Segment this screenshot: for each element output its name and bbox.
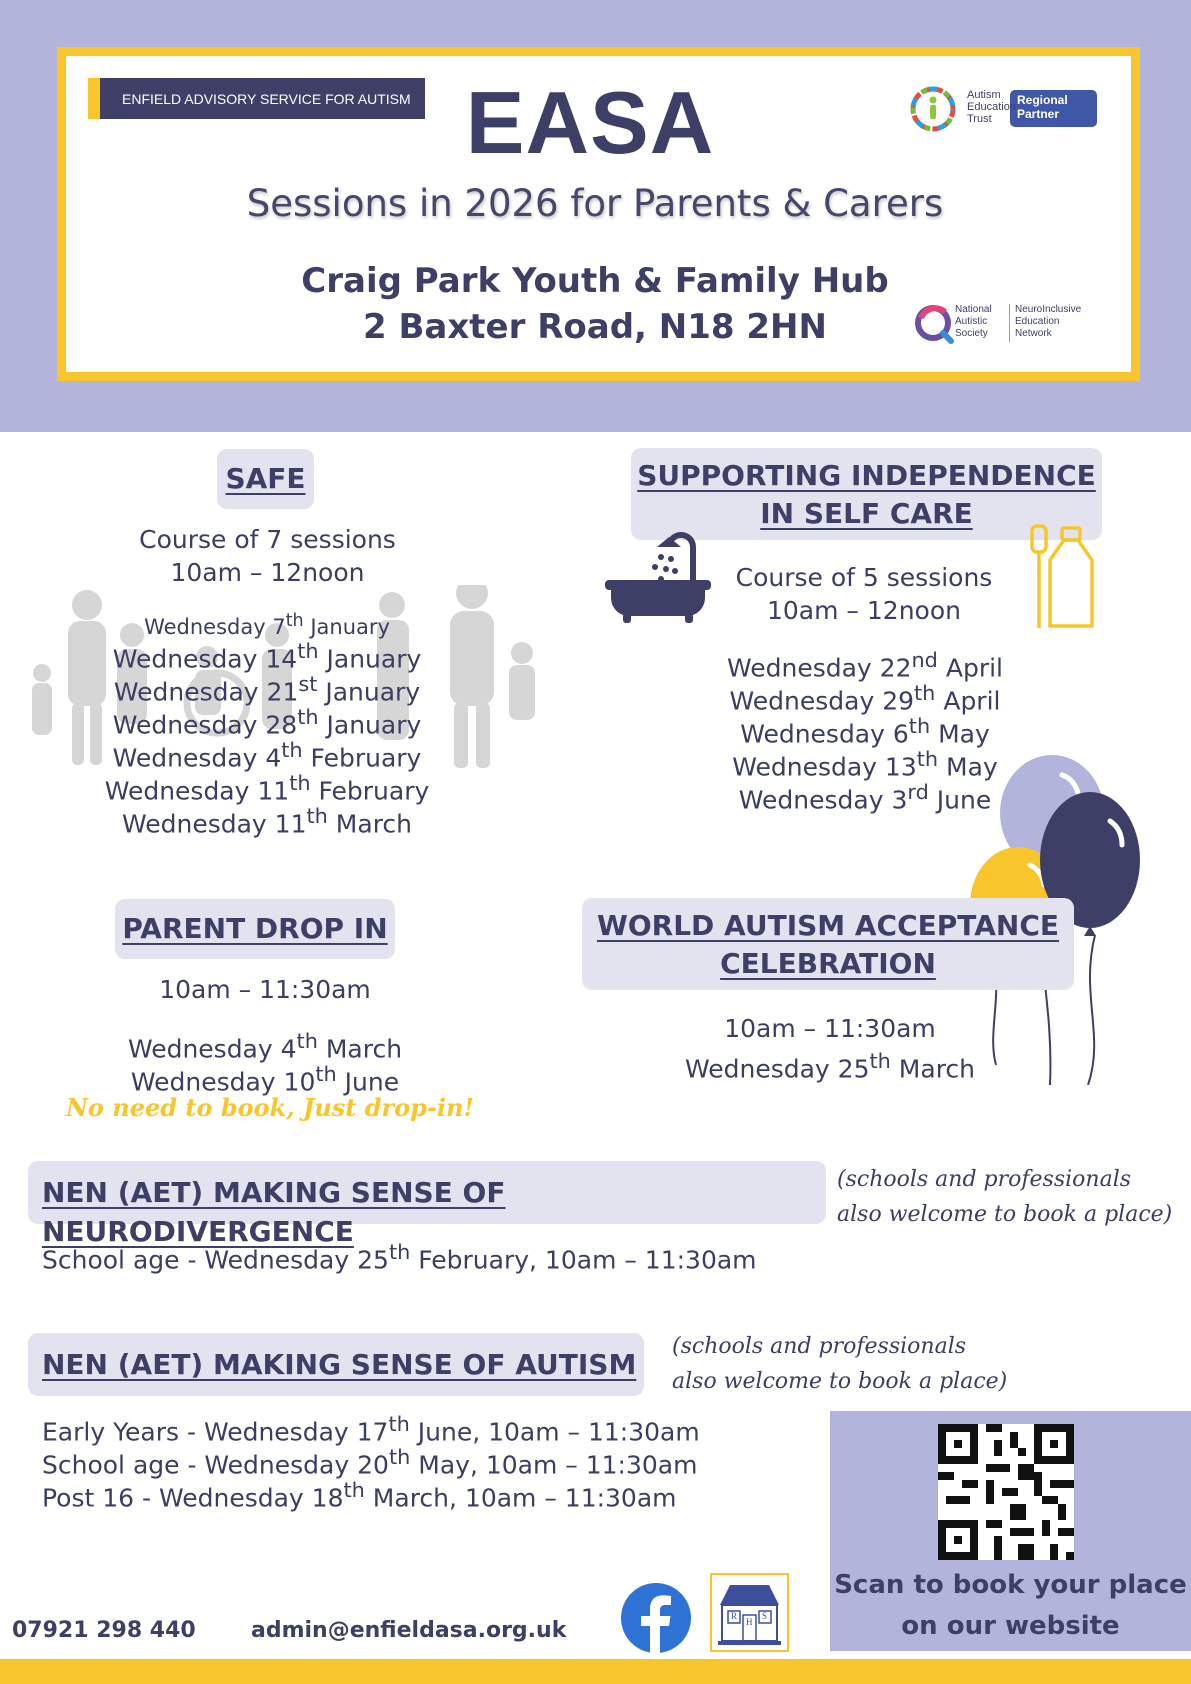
date-text: Wednesday 4 bbox=[112, 743, 282, 773]
neurodivergence-heading: NEN (AET) MAKING SENSE OF NEURODIVERGENCE bbox=[28, 1161, 826, 1224]
date-suffix: th bbox=[343, 1478, 365, 1502]
date-text: Wednesday 22 bbox=[726, 653, 912, 683]
session-text: Early Years - Wednesday 17 bbox=[42, 1417, 389, 1447]
session-detail: May, 10am – 11:30am bbox=[410, 1450, 698, 1480]
date-month: January bbox=[318, 710, 422, 740]
date-suffix: th bbox=[297, 639, 319, 663]
date-suffix: th bbox=[306, 804, 328, 828]
school-logo-letter: H bbox=[746, 1617, 753, 1627]
note-line: (schools and professionals bbox=[672, 1334, 967, 1359]
toothbrush-toothpaste-icon bbox=[1028, 522, 1098, 632]
page-title: EASA bbox=[465, 73, 715, 172]
date-text: Wednesday 4 bbox=[127, 1034, 297, 1064]
date-suffix: th bbox=[285, 611, 304, 631]
heading-line: SUPPORTING INDEPENDENCE bbox=[637, 459, 1096, 492]
date-month: January bbox=[303, 615, 390, 639]
date-text: Wednesday 11 bbox=[104, 776, 290, 806]
date-suffix: th bbox=[297, 705, 319, 729]
date-text: Wednesday 14 bbox=[112, 644, 298, 674]
nas-logo-line: Autistic bbox=[955, 316, 988, 327]
date-suffix: th bbox=[916, 747, 939, 771]
date-text: Wednesday 25 bbox=[684, 1054, 870, 1084]
badge-line: Partner bbox=[1017, 107, 1060, 121]
date-text: Wednesday 10 bbox=[130, 1067, 316, 1097]
date-suffix: th bbox=[908, 714, 931, 738]
aet-logo-text bbox=[967, 89, 1016, 125]
regional-partner-badge bbox=[1017, 93, 1068, 121]
date-text: Wednesday 6 bbox=[740, 719, 909, 749]
date-month: January bbox=[317, 677, 421, 707]
nas-logo-line: Society bbox=[955, 328, 988, 339]
session-text: Post 16 - Wednesday 18 bbox=[42, 1483, 344, 1513]
date-suffix: th bbox=[281, 738, 303, 762]
qr-caption-line: Scan to book your place bbox=[834, 1570, 1187, 1600]
school-logo-letter: R bbox=[731, 1611, 738, 1621]
session-detail: March, 10am – 11:30am bbox=[364, 1483, 677, 1513]
date-suffix: th bbox=[315, 1062, 337, 1086]
aet-logo-line: Trust bbox=[967, 113, 992, 125]
nas-logo-line: National bbox=[955, 304, 992, 315]
date-text: Wednesday 21 bbox=[113, 677, 299, 707]
note-line: also welcome to book a place) bbox=[837, 1202, 1173, 1227]
autism-session bbox=[42, 1474, 832, 1514]
org-banner-stripe bbox=[88, 78, 100, 119]
org-banner-text: ENFIELD ADVISORY SERVICE FOR AUTISM bbox=[122, 90, 411, 107]
date-month: March bbox=[317, 1034, 403, 1064]
venue-name: Craig Park Youth & Family Hub bbox=[301, 261, 889, 301]
date-text: Wednesday 29 bbox=[729, 686, 915, 716]
date-suffix: th bbox=[914, 681, 936, 705]
date-month: April bbox=[935, 686, 1001, 716]
nas-logo-text bbox=[955, 304, 992, 340]
aet-logo bbox=[910, 84, 1105, 134]
drop-in-note: No need to book, Just drop-in! bbox=[65, 1093, 475, 1122]
date-suffix: th bbox=[869, 1049, 891, 1073]
safe-time: 10am – 12noon bbox=[170, 558, 365, 587]
nen-logo-line: Education bbox=[1015, 316, 1060, 327]
date-month: February bbox=[302, 743, 422, 773]
note-line: (schools and professionals bbox=[837, 1167, 1132, 1192]
date-suffix: rd bbox=[907, 780, 929, 804]
safe-heading: SAFE bbox=[217, 449, 314, 509]
date-suffix: st bbox=[298, 672, 318, 696]
date-month: June bbox=[928, 785, 992, 815]
aet-logo-line: Education bbox=[967, 101, 1016, 113]
date-suffix: th bbox=[388, 1445, 411, 1469]
date-month: February bbox=[310, 776, 430, 806]
safe-date bbox=[62, 800, 472, 840]
school-building-icon bbox=[712, 1575, 787, 1650]
date-month: May bbox=[930, 719, 990, 749]
date-text: Wednesday 13 bbox=[732, 752, 917, 782]
safe-course: Course of 7 sessions bbox=[139, 525, 396, 554]
note-line: also welcome to book a place) bbox=[672, 1369, 1008, 1394]
bath-icon bbox=[605, 525, 711, 625]
world-autism-heading bbox=[582, 898, 1074, 990]
neurodivergence-note bbox=[837, 1162, 1189, 1232]
date-text: Wednesday 3 bbox=[738, 785, 908, 815]
date-text: Wednesday 11 bbox=[121, 809, 307, 839]
session-text: School age - Wednesday 20 bbox=[42, 1450, 389, 1480]
org-banner bbox=[88, 78, 425, 119]
date-suffix: th bbox=[388, 1240, 411, 1264]
drop-in-time: 10am – 11:30am bbox=[159, 975, 371, 1004]
autism-heading: NEN (AET) MAKING SENSE OF AUTISM bbox=[28, 1333, 644, 1396]
email-link[interactable]: admin@enfieldasa.org.uk bbox=[251, 1618, 567, 1643]
badge-line: Regional bbox=[1017, 93, 1068, 107]
date-suffix: nd bbox=[911, 648, 938, 672]
date-month: March bbox=[890, 1054, 976, 1084]
bottom-band bbox=[0, 1659, 1191, 1684]
venue-street: 2 Baxter Road, N18 2HN bbox=[363, 307, 827, 347]
date-month: June bbox=[336, 1067, 400, 1097]
logo-divider bbox=[1009, 304, 1010, 342]
nen-logo-line: NeuroInclusive bbox=[1015, 304, 1082, 315]
session-text: School age - Wednesday 25 bbox=[42, 1245, 389, 1275]
date-text: Wednesday 7 bbox=[144, 615, 286, 639]
heading-line: CELEBRATION bbox=[720, 947, 936, 980]
date-suffix: th bbox=[296, 1029, 318, 1053]
neurodivergence-session bbox=[42, 1236, 842, 1276]
qr-code[interactable] bbox=[938, 1424, 1074, 1560]
school-logo bbox=[710, 1573, 789, 1652]
heading-line: WORLD AUTISM ACCEPTANCE bbox=[596, 909, 1060, 942]
nen-logo-text bbox=[1015, 304, 1081, 340]
date-month: January bbox=[318, 644, 422, 674]
qr-caption bbox=[830, 1565, 1191, 1647]
session-detail: June, 10am – 11:30am bbox=[409, 1417, 700, 1447]
date-suffix: th bbox=[388, 1412, 410, 1436]
date-text: Wednesday 28 bbox=[112, 710, 298, 740]
qr-caption-line: on our website bbox=[901, 1611, 1120, 1641]
date-suffix: th bbox=[289, 771, 311, 795]
school-logo-letter: S bbox=[762, 1611, 768, 1621]
world-autism-time: 10am – 11:30am bbox=[724, 1014, 936, 1043]
aet-logo-line: Autism bbox=[967, 89, 1001, 101]
phone-number[interactable]: 07921 298 440 bbox=[12, 1618, 196, 1643]
date-month: March bbox=[327, 809, 413, 839]
world-autism-date bbox=[650, 1045, 1010, 1085]
page-subtitle: Sessions in 2026 for Parents & Carers bbox=[246, 182, 944, 225]
drop-in-heading: PARENT DROP IN bbox=[115, 899, 395, 959]
nas-nen-logo bbox=[913, 300, 1103, 350]
venue-address bbox=[200, 258, 990, 350]
session-detail: February, 10am – 11:30am bbox=[410, 1245, 757, 1275]
date-month: April bbox=[937, 653, 1003, 683]
nen-logo-line: Network bbox=[1015, 328, 1052, 339]
independence-time: 10am – 12noon bbox=[767, 596, 961, 625]
independence-course: Course of 5 sessions bbox=[735, 563, 993, 592]
heading-line: IN SELF CARE bbox=[760, 497, 973, 530]
date-month: May bbox=[938, 752, 998, 782]
autism-note bbox=[672, 1329, 1024, 1399]
facebook-icon[interactable] bbox=[620, 1582, 692, 1654]
